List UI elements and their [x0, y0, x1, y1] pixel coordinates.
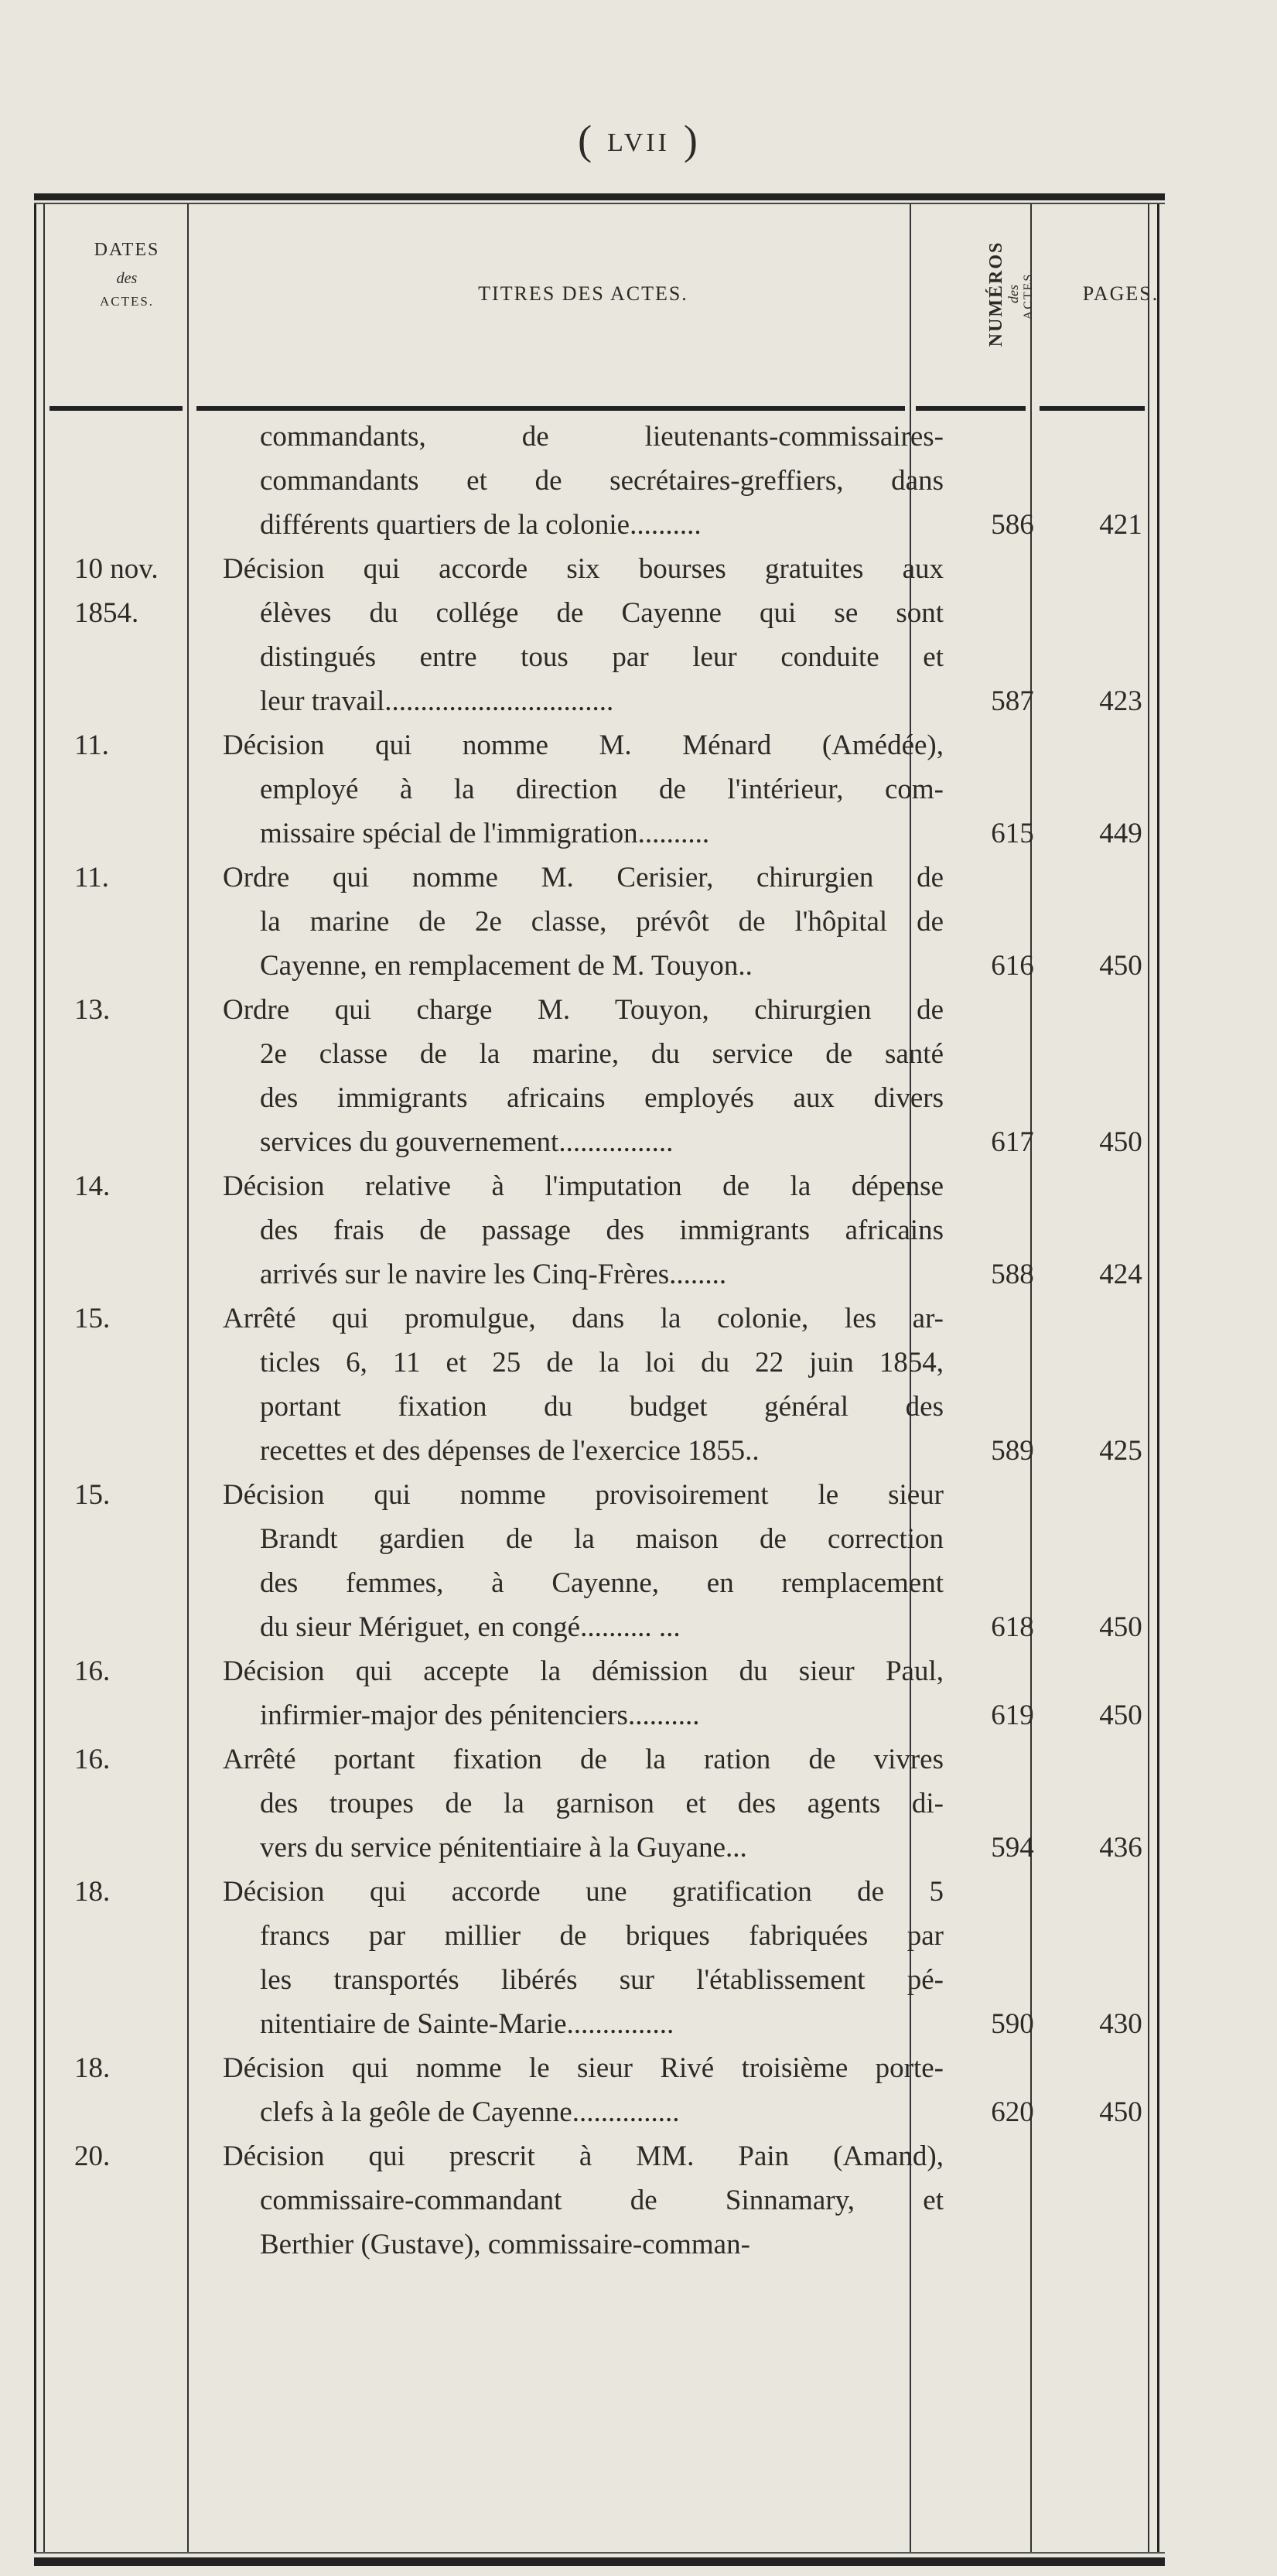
table-left-border [34, 204, 36, 2553]
entry-title-line: francs par millier de briques fabriquées par [260, 1920, 944, 1952]
entry-title [223, 1737, 944, 1870]
entry-date: 14. [74, 1170, 111, 1202]
entry-page: 449 [1099, 818, 1142, 849]
entry-date: 16. [74, 1655, 111, 1687]
header-dates-line2: des [116, 270, 138, 287]
entry-date: 11. [74, 862, 109, 893]
entry-title-line: ticles 6, 11 et 25 de la loi du 22 juin 1854, [260, 1347, 944, 1379]
header-rule-dates [50, 406, 183, 411]
entry-title-line: Ordre qui charge M. Touyon, chirurgien de [223, 994, 944, 1026]
entry-title-line: Décision qui nomme M. Ménard (Amédée), [223, 729, 944, 761]
entry-page: 425 [1099, 1435, 1142, 1467]
entry-title-line: Brandt gardien de la maison de correction [260, 1523, 944, 1555]
entry-page: 450 [1099, 1126, 1142, 1158]
entry-numero: 615 [991, 818, 1034, 849]
entry-title-line: des immigrants africains employés aux divers [260, 1082, 944, 1114]
page-number-close: ) [683, 117, 699, 163]
entry-page: 424 [1099, 1259, 1142, 1290]
entry-title-line: employé à la direction de l'intérieur, com- [260, 774, 944, 805]
entry-date: 15. [74, 1479, 111, 1511]
entry-title [223, 2046, 944, 2134]
entry-title-line: recettes et des dépenses de l'exercice 1855.. [260, 1435, 760, 1467]
entry-numero: 618 [991, 1611, 1034, 1643]
header-rule-numeros [916, 406, 1026, 411]
entry-title-line: Berthier (Gustave), commissaire-comman- [260, 2229, 750, 2260]
header-titles: TITRES DES ACTES. [478, 282, 688, 305]
table-left-border-inner [43, 204, 45, 2553]
entry-numero: 589 [991, 1435, 1034, 1467]
entry-title-line: 2e classe de la marine, du service de santé [260, 1038, 944, 1070]
entry-page: 430 [1099, 2008, 1142, 2040]
entry-title [223, 547, 944, 723]
entry-title-line: différents quartiers de la colonie.......... [260, 509, 702, 541]
entry-date: 20. [74, 2140, 111, 2172]
entry-title [223, 415, 944, 547]
entry-title [223, 723, 944, 856]
entry-title [223, 1164, 944, 1297]
entry-title-line: missaire spécial de l'immigration.......... [260, 818, 710, 849]
header-numeros [954, 217, 1067, 371]
entry-title-line: des troupes de la garnison et des agents di- [260, 1788, 944, 1819]
entry-title-line: Décision qui prescrit à MM. Pain (Amand), [223, 2140, 944, 2172]
entry-page: 450 [1099, 950, 1142, 982]
acts-table [34, 193, 1165, 2576]
entry-numero: 617 [991, 1126, 1034, 1158]
entry-title-line: nitentiaire de Sainte-Marie............... [260, 2008, 674, 2040]
entry-page: 450 [1099, 1611, 1142, 1643]
header-numeros-line3: ACTES. [1021, 268, 1035, 320]
entry-numero: 587 [991, 685, 1034, 717]
entry-title-line: commandants et de secrétaires-greffiers, dans [260, 465, 944, 497]
header-dates [50, 240, 204, 309]
header-dates-line3: ACTES. [99, 294, 155, 309]
entry-title-line: commandants, de lieutenants-commissaires- [260, 421, 944, 453]
entry-date: 11. [74, 729, 109, 761]
entry-title-line: portant fixation du budget général des [260, 1391, 944, 1423]
entry-title-line: du sieur Mériguet, en congé.......... ... [260, 1611, 681, 1643]
entry-title-line: Décision qui nomme le sieur Rivé troisième porte- [223, 2052, 944, 2084]
entry-title-line: commissaire-commandant de Sinnamary, et [260, 2185, 944, 2216]
entry-title [223, 1297, 944, 1473]
header-numeros-line2: des [1006, 285, 1021, 304]
entry-title-line: clefs à la geôle de Cayenne............... [260, 2096, 680, 2128]
entry-title-line: Cayenne, en remplacement de M. Touyon.. [260, 950, 753, 982]
column-divider-numeros [1030, 204, 1032, 2553]
entry-title-line: Ordre qui nomme M. Cerisier, chirurgien de [223, 862, 944, 893]
entry-date: 15. [74, 1303, 111, 1334]
entry-page: 423 [1099, 685, 1142, 717]
entry-title [223, 856, 944, 988]
entry-title-line: Décision qui accorde une gratification de 5 [223, 1876, 944, 1908]
entry-numero: 586 [991, 509, 1034, 541]
table-right-border-inner [1148, 204, 1149, 2553]
entry-title-line: distingués entre tous par leur conduite et [260, 641, 944, 673]
entry-title-line: infirmier-major des pénitenciers.......... [260, 1700, 700, 1731]
header-numeros-line1: NUMÉROS [985, 241, 1006, 347]
entry-page: 421 [1099, 509, 1142, 541]
entry-date: 10 nov. 1854. [74, 553, 159, 629]
header-pages: PAGES. [1082, 282, 1159, 305]
entry-title-line: la marine de 2e classe, prévôt de l'hôpital de [260, 906, 944, 938]
entry-numero: 620 [991, 2096, 1034, 2128]
entry-numero: 619 [991, 1700, 1034, 1731]
entry-page: 450 [1099, 1700, 1142, 1731]
entry-title-line: leur travail................................ [260, 685, 614, 717]
entry-title-line: Arrêté qui promulgue, dans la colonie, les ar- [223, 1303, 944, 1334]
table-bottom-rule-thin [34, 2552, 1165, 2554]
table-right-border [1157, 204, 1159, 2553]
entry-page: 436 [1099, 1832, 1142, 1864]
page-number-open: ( [578, 117, 594, 163]
entry-numero: 588 [991, 1259, 1034, 1290]
entry-title-line: arrivés sur le navire les Cinq-Frères........ [260, 1259, 727, 1290]
page-number [0, 116, 1277, 164]
entry-title-line: services du gouvernement................ [260, 1126, 674, 1158]
header-dates-line1: DATES [94, 240, 160, 260]
table-bottom-rule [34, 2557, 1165, 2566]
header-rule-pages [1040, 406, 1145, 411]
header-rule-titles [196, 406, 905, 411]
entry-date: 18. [74, 2052, 111, 2084]
entry-title-line: les transportés libérés sur l'établissement pé- [260, 1964, 944, 1996]
entry-date: 13. [74, 994, 111, 1026]
entry-title [223, 1649, 944, 1737]
entry-title [223, 1870, 944, 2046]
entry-page: 450 [1099, 2096, 1142, 2128]
entry-numero: 616 [991, 950, 1034, 982]
entry-title [223, 1473, 944, 1649]
entry-numero: 590 [991, 2008, 1034, 2040]
page-number-roman: LVII [607, 128, 670, 157]
table-top-rule-thin [34, 203, 1165, 204]
entry-title [223, 2134, 944, 2267]
entry-title-line: Arrêté portant fixation de la ration de vivres [223, 1744, 944, 1775]
entry-title-line: vers du service pénitentiaire à la Guyane... [260, 1832, 747, 1864]
entry-title-line: Décision qui accorde six bourses gratuites aux [223, 553, 944, 585]
entry-title-line: Décision relative à l'imputation de la dépense [223, 1170, 944, 1202]
entry-numero: 594 [991, 1832, 1034, 1864]
entry-title [223, 988, 944, 1164]
entry-title-line: des frais de passage des immigrants africains [260, 1215, 944, 1246]
table-top-rule [34, 193, 1165, 200]
entry-title-line: Décision qui accepte la démission du sieur Paul, [223, 1655, 944, 1687]
entry-title-line: des femmes, à Cayenne, en remplacement [260, 1567, 944, 1599]
entry-date: 16. [74, 1744, 111, 1775]
entry-title-line: Décision qui nomme provisoirement le sieur [223, 1479, 944, 1511]
entry-date: 18. [74, 1876, 111, 1908]
entry-title-line: élèves du collége de Cayenne qui se sont [260, 597, 944, 629]
